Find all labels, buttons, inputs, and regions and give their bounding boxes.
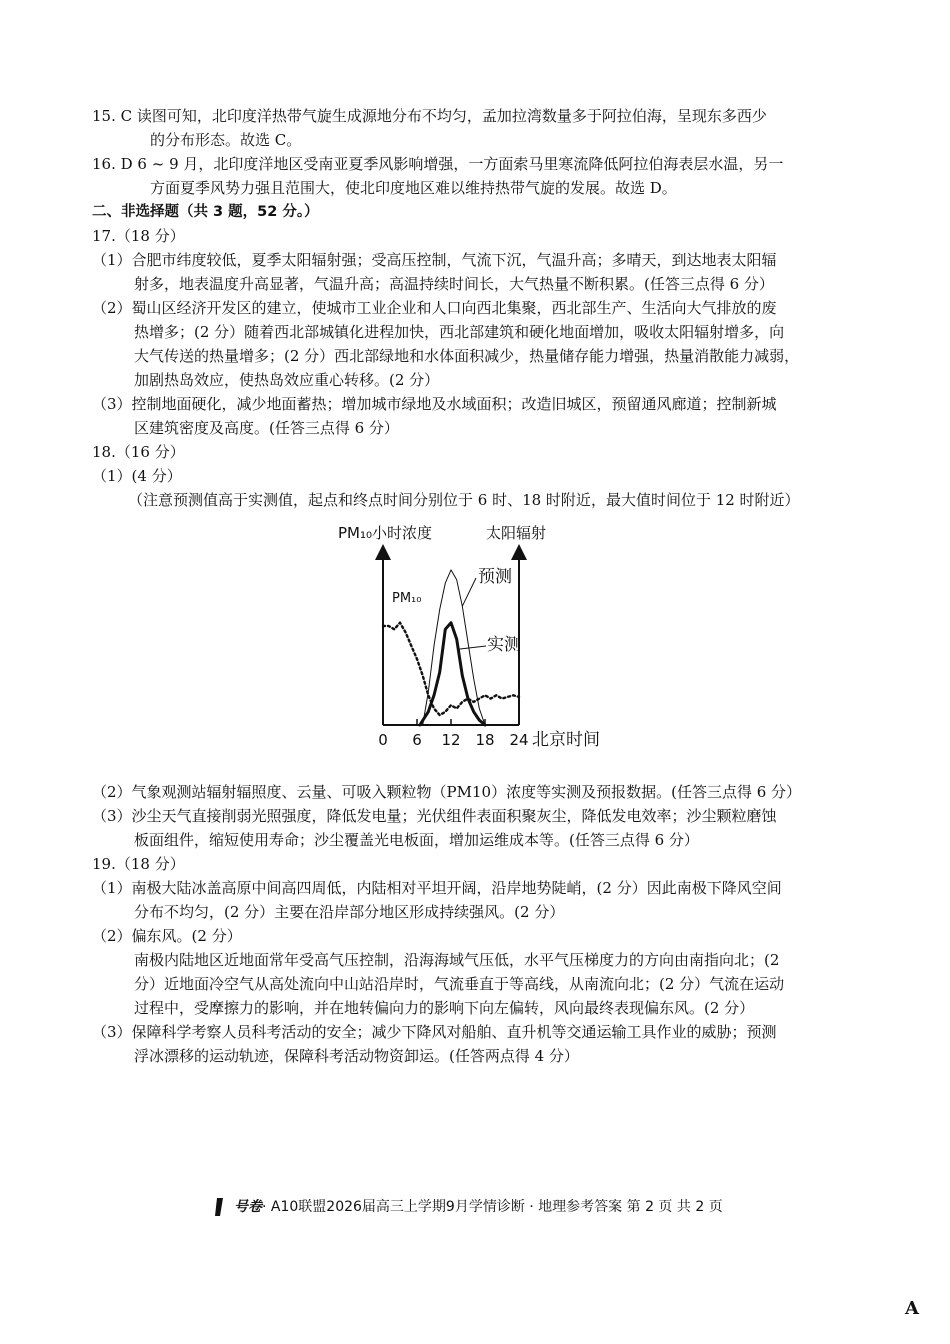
q19-p1-line-2: 分布不均匀，(2 分）主要在沿岸部分地区形成持续强风。(2 分） (134, 903, 565, 921)
series-label-实测: 实测 (487, 635, 521, 655)
page-footer (210, 1196, 723, 1218)
chart-svg (330, 520, 630, 780)
label-leader-line-1 (459, 646, 486, 649)
q19-p2-line-2: 南极内陆地区近地面常年受高气压控制，沿海海域气压低，水平气压梯度力的方向由南指向北；(2 (134, 951, 780, 969)
q17-p1-line-1: （1）合肥市纬度较低，夏季太阳辐射强；受高压控制，气流下沉，气温升高；多晴天，到达地表太阳辐 (92, 251, 777, 269)
q16-line-1: 16. D 6 ~ 9 月，北印度洋地区受南亚夏季风影响增强，一方面索马里寒流降低阿拉伯海表层水温，另一 (92, 155, 784, 173)
q17-p3-line-2: 区建筑密度及高度。(任答三点得 6 分） (134, 419, 399, 437)
footer-text: · A10联盟2026届高三上学期9月学情诊断 · 地理参考答案 第 2 页 共 2 页 (262, 1199, 723, 1215)
pm10-radiation-chart (330, 520, 630, 780)
q19-p1-line-1: （1）南极大陆冰盖高原中间高四周低，内陆相对平坦开阔，沿岸地势陡峭，(2 分）因此南极下降风空间 (92, 879, 782, 897)
q18-p1-note: （注意预测值高于实测值，起点和终点时间分别位于 6 时、18 时附近，最大值时间位于 12 时附近） (128, 491, 800, 509)
q17-p2-line-3: 大气传送的热量增多；(2 分）西北部绿地和水体面积减少，热量储存能力增强，热量消散能力减弱， (134, 347, 800, 365)
x-axis-label: 北京时间 (532, 730, 600, 750)
x-tick-label-12: 12 (441, 731, 461, 749)
q19-p3-line-1: （3）保障科学考察人员科考活动的安全；减少下降风对船舶、直升机等交通运输工具作业的威胁；预测 (92, 1023, 777, 1041)
right-axis-label: 太阳辐射 (486, 524, 547, 542)
label-leader-line-0 (462, 578, 476, 606)
brand-logo-icon (210, 1196, 232, 1218)
q17-p2-line-2: 热增多；(2 分）随着西北部城镇化进程加快，西北部建筑和硬化地面增加，吸收太阳辐射增多，向 (134, 323, 785, 341)
q17-p2-line-1: （2）蜀山区经济开发区的建立，使城市工业企业和人口向西北集聚，西北部生产、生活向大气排放的废 (92, 299, 777, 317)
q17-p3-line-1: （3）控制地面硬化，减少地面蓄热；增加城市绿地及水域面积；改造旧城区，预留通风廊道；控制新城 (92, 395, 777, 413)
series-label-PM10: PM₁₀ (392, 591, 422, 606)
q18-p3-line-2: 板面组件，缩短使用寿命；沙尘覆盖光电板面，增加运维成本等。(任答三点得 6 分） (134, 831, 699, 849)
q18-p2-line-1: （2）气象观测站辐射辐照度、云量、可吸入颗粒物（PM10）浓度等实测及预报数据。(任答三点得 6 分） (92, 783, 802, 801)
q16-line-2: 方面夏季风势力强且范围大，使北印度地区难以维持热带气旋的发展。故选 D。 (150, 179, 677, 197)
q18-header: 18.（16 分） (92, 443, 185, 461)
series-label-预测: 预测 (478, 567, 512, 587)
section-title: 二、非选择题（共 3 题，52 分。） (92, 204, 319, 220)
x-tick-label-6: 6 (412, 731, 422, 749)
q18-p3-line-1: （3）沙尘天气直接削弱光照强度，降低发电量；光伏组件表面积聚灰尘，降低发电效率；沙尘颗粒磨蚀 (92, 807, 777, 825)
footer-brand: 号卷 (234, 1199, 262, 1215)
q19-p3-line-2: 浮冰漂移的运动轨迹，保障科考活动物资卸运。(任答两点得 4 分） (134, 1047, 579, 1065)
x-tick-label-24: 24 (509, 731, 529, 749)
q18-p1-header: （1）(4 分） (92, 467, 182, 485)
q17-p2-line-4: 加剧热岛效应，使热岛效应重心转移。(2 分） (134, 371, 440, 389)
x-tick-label-18: 18 (475, 731, 495, 749)
q19-p2-line-1: （2）偏东风。(2 分） (92, 927, 242, 945)
q17-p1-line-2: 射多，地表温度升高显著，气温升高；高温持续时间长，大气热量不断积累。(任答三点得 6 分） (134, 275, 774, 293)
q19-p2-line-3: 分）近地面冷空气从高处流向中山站沿岸时，气流垂直于等高线，从南流向北；(2 分）气流在运动 (134, 975, 785, 993)
x-tick-label-0: 0 (378, 731, 388, 749)
q19-header: 19.（18 分） (92, 855, 185, 873)
corner-mark: A (905, 1298, 919, 1319)
q19-p2-line-4: 过程中，受摩擦力的影响，并在地转偏向力的影响下向左偏转，风向最终表现偏东风。(2 分） (134, 999, 755, 1017)
q15-line-2: 的分布形态。故选 C。 (150, 131, 302, 149)
series-line-实测 (420, 623, 485, 725)
left-axis-label: PM₁₀小时浓度 (338, 524, 433, 542)
q17-header: 17.（18 分） (92, 227, 185, 245)
q15-line-1: 15. C 读图可知，北印度洋热带气旋生成源地分布不均匀，孟加拉湾数量多于阿拉伯海，呈现东多西少 (92, 107, 767, 125)
